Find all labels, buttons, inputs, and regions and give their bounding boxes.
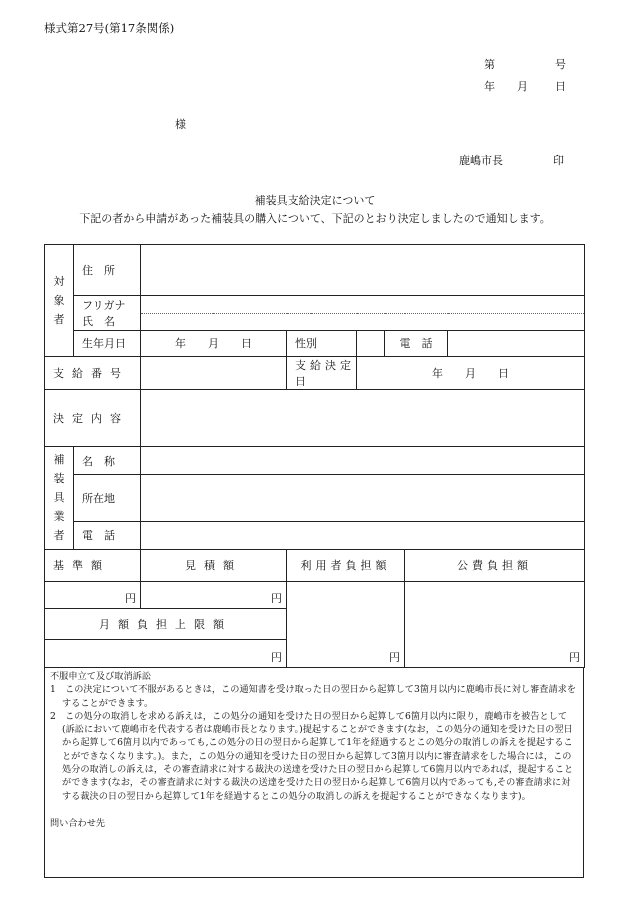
name-field[interactable] xyxy=(141,313,585,330)
doc-number-suffix: 号 xyxy=(555,58,566,71)
user-burden-field[interactable]: 円 xyxy=(287,582,405,668)
decision-date-field[interactable]: 年 月 日 xyxy=(357,357,585,390)
address-field[interactable] xyxy=(141,245,585,296)
monthly-cap-field[interactable]: 円 xyxy=(45,639,287,667)
supply-number-label: 支給番号 xyxy=(45,357,141,390)
contact-label: 問い合わせ先 xyxy=(50,817,106,829)
birthdate-field[interactable]: 年 月 日 xyxy=(141,330,287,356)
public-burden-field[interactable]: 円 xyxy=(405,582,585,668)
furigana-field[interactable] xyxy=(141,296,585,313)
doc-number-prefix: 第 xyxy=(484,58,495,71)
supply-number-field[interactable] xyxy=(141,357,287,390)
furigana-label: フリガナ xyxy=(74,296,141,313)
appeal-item-2: 2 この処分の取消しを求める訴えは，この処分の通知を受けた日の翌日から起算して6箇月以内に限り，鹿嶋市を被告として(訴訟において鹿嶋市を代表する者は鹿嶋市長となります。)提起することができます(なお，この処分の通知を受けた日の翌日から起算して6箇月以内であっても,この処分の日の翌日から起算して1年を経過するとこの処分の取消しの訴えを提起することができなくなります。)。また，この処分の通知を受けた日の翌日から起算して3箇月以内に審査請求をした場合には，この処分の取消しの訴えは，その審査請求に対する裁決の送達を受けた日の翌日から起算して6箇月以内であれば，提起することができます(なお，その審査請求に対する裁決の送達を受けた日の翌日から起算して6箇月以内であっても,その審査請求に対する裁決の日の翌日から起算して1年を経過するとこの処分の取消しの訴えを提起することができなくなります)。 xyxy=(50,710,574,802)
addressee-suffix: 様 xyxy=(175,118,186,131)
issuer-name: 鹿嶋市長 xyxy=(459,154,503,167)
appeal-heading: 不服申立て及び取消訴訟 xyxy=(50,671,152,682)
vendor-location-field[interactable] xyxy=(141,475,585,521)
decision-content-label: 決定内容 xyxy=(45,390,141,447)
vendor-phone-field[interactable] xyxy=(141,521,585,549)
sex-field[interactable] xyxy=(357,330,385,356)
vendor-name-field[interactable] xyxy=(141,446,585,474)
issue-year: 年 xyxy=(484,80,495,93)
issue-day: 日 xyxy=(555,80,566,93)
decision-content-field[interactable] xyxy=(141,390,585,447)
appeal-notes xyxy=(44,668,584,878)
base-amount-header: 基準額 xyxy=(45,549,141,581)
seal-mark: 印 xyxy=(553,154,564,167)
birthdate-label: 生年月日 xyxy=(74,330,141,356)
decision-form-table xyxy=(44,244,585,668)
estimate-header: 見積額 xyxy=(141,549,287,581)
name-label: 氏 名 xyxy=(74,313,141,330)
base-amount-field[interactable]: 円 xyxy=(45,582,141,609)
address-label: 住 所 xyxy=(74,245,141,296)
vendor-phone-label: 電 話 xyxy=(74,521,141,549)
phone-field[interactable] xyxy=(448,330,585,356)
estimate-field[interactable]: 円 xyxy=(141,582,287,609)
form-number: 様式第27号(第17条関係) xyxy=(44,21,175,35)
vendor-label: 補 装 具 業 者 xyxy=(45,446,74,549)
monthly-cap-label: 月額負担上限額 xyxy=(45,609,287,639)
decision-date-label: 支給決定日 xyxy=(287,357,357,390)
intro-text: 下記の者から申請があった補装具の購入について、下記のとおり決定しましたので通知します。 xyxy=(79,212,551,225)
phone-label: 電 話 xyxy=(385,330,448,356)
issue-month: 月 xyxy=(517,80,528,93)
user-burden-header: 利用者負担額 xyxy=(287,549,405,581)
vendor-location-label: 所在地 xyxy=(74,475,141,521)
subject-label: 対 象 者 xyxy=(45,245,74,357)
vendor-name-label: 名 称 xyxy=(74,446,141,474)
public-burden-header: 公費負担額 xyxy=(405,549,585,581)
appeal-item-1: 1 この決定について不服があるときは，この通知書を受け取った日の翌日から起算して3箇月以内に鹿嶋市長に対し審査請求をすることができます。 xyxy=(50,684,577,709)
sex-label: 性別 xyxy=(287,330,357,356)
document-title: 補装具支給決定について xyxy=(254,194,376,207)
